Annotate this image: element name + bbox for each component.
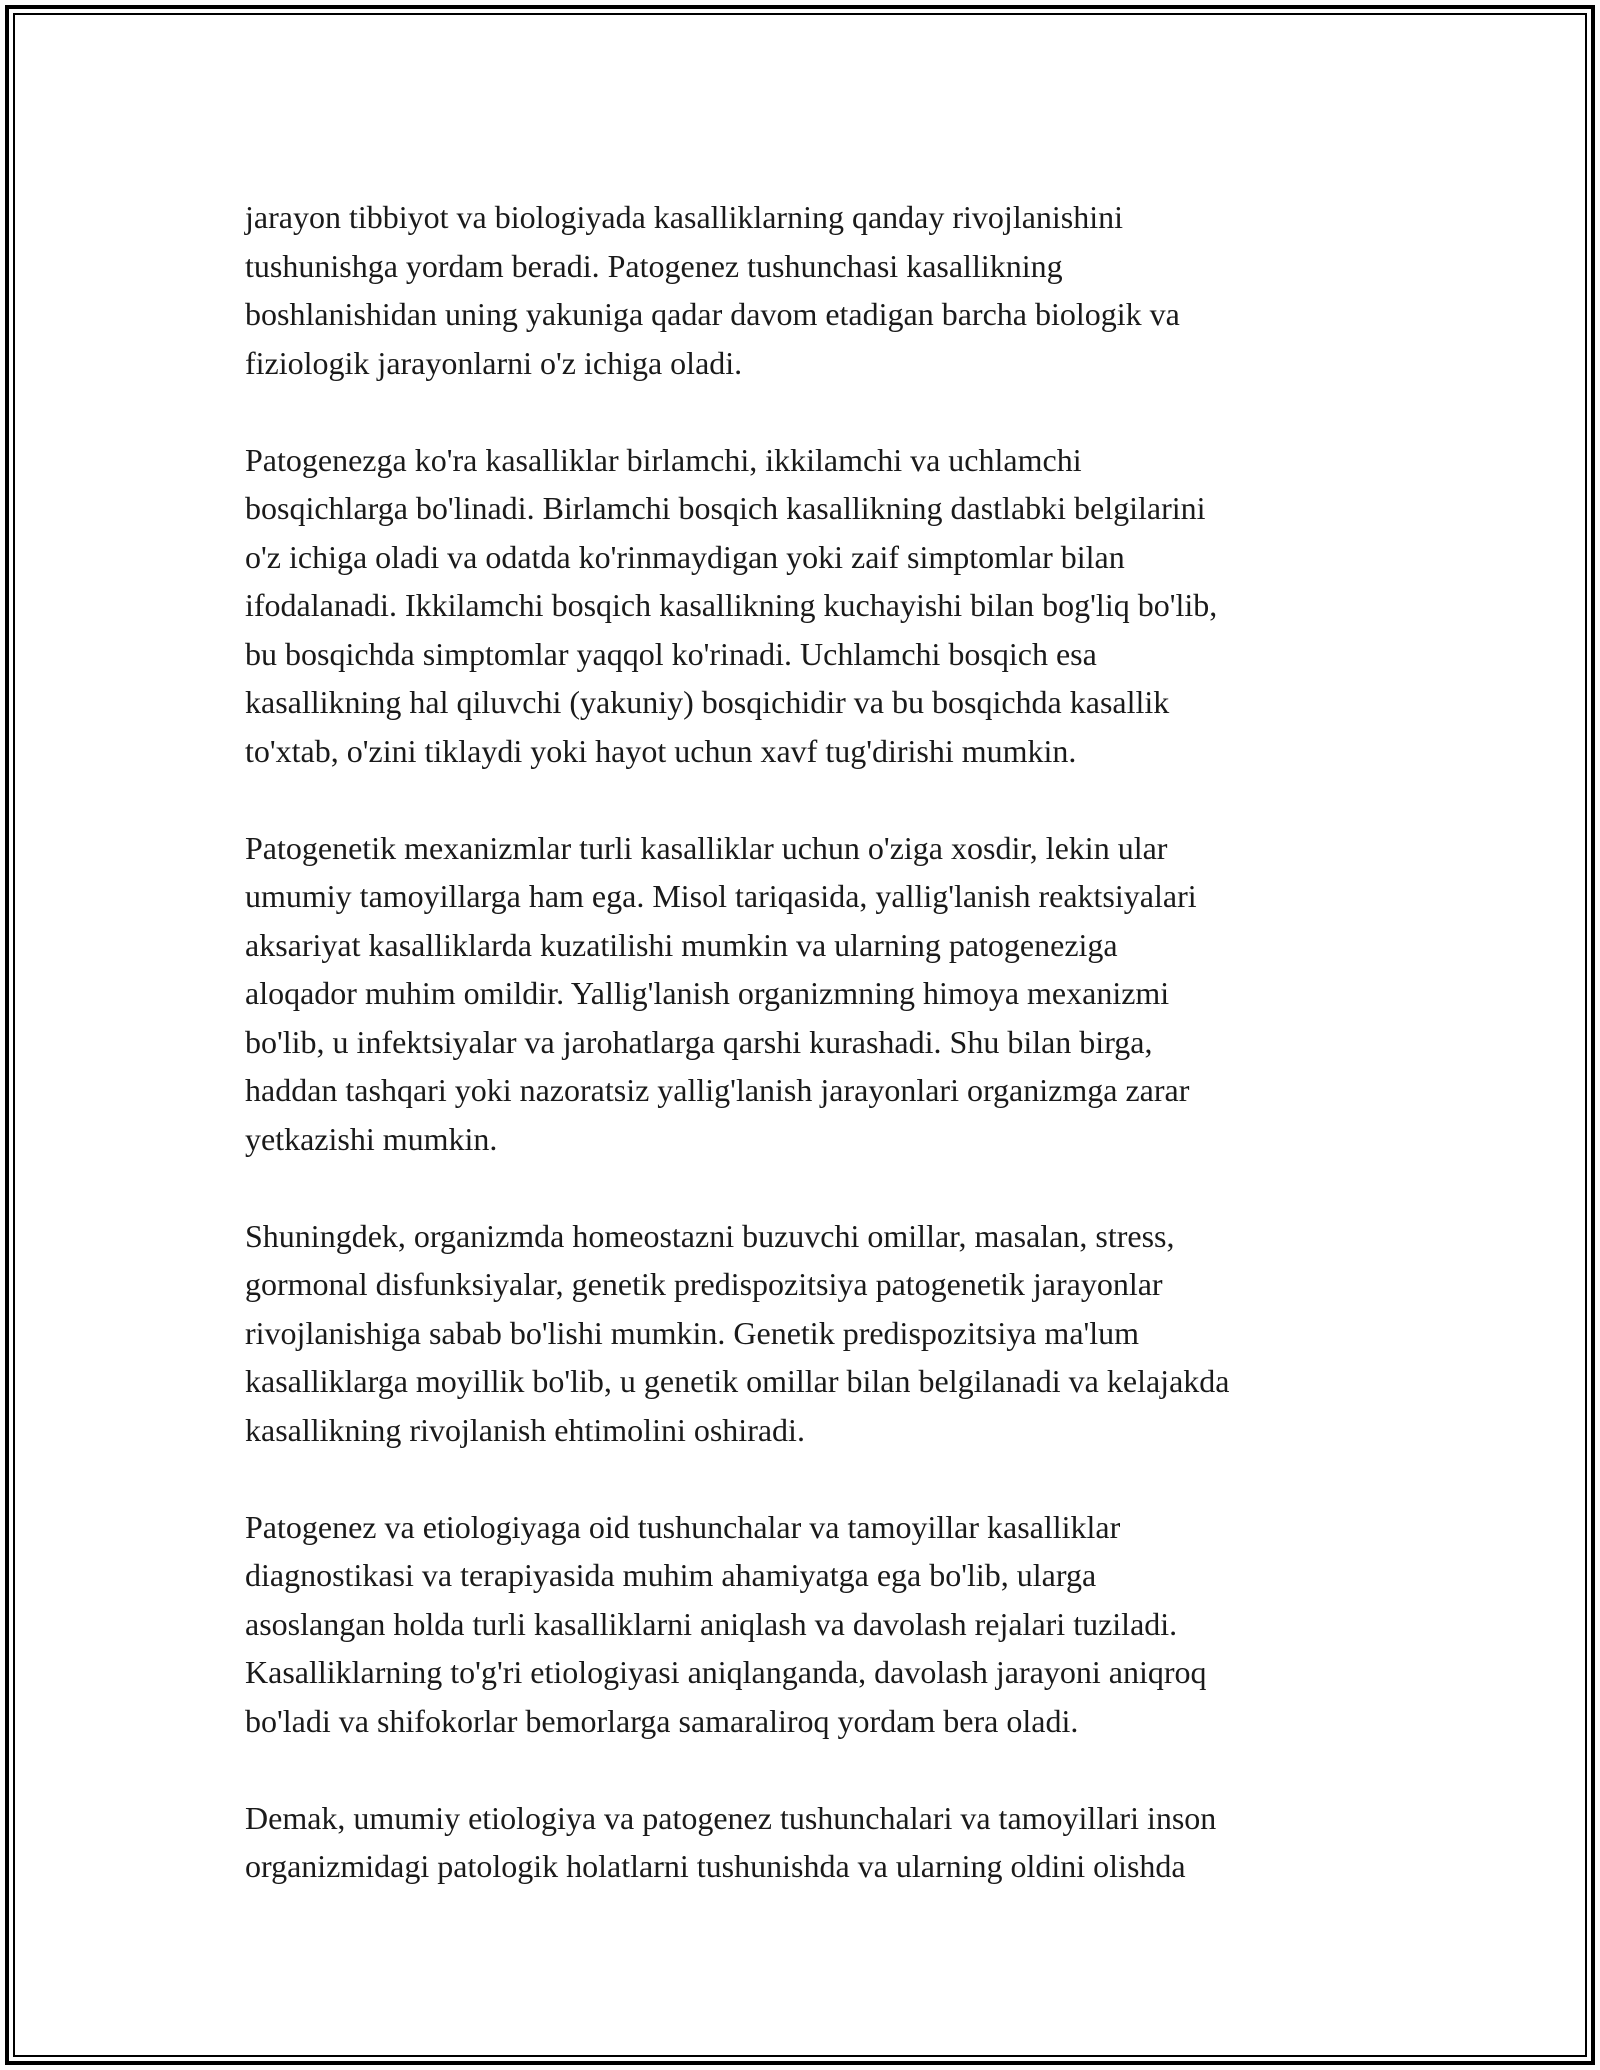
- text-line: kasallikning rivojlanish ehtimolini oshiradi.: [245, 1411, 805, 1448]
- text-line: fiziologik jarayonlarni o'z ichiga oladi.: [245, 344, 743, 381]
- text-line: Patogenezga ko'ra kasalliklar birlamchi, ikkilamchi va uchlamchi: [245, 441, 1082, 478]
- text-line: o'z ichiga oladi va odatda ko'rinmaydigan yoki zaif simptomlar bilan: [245, 538, 1125, 575]
- text-line: haddan tashqari yoki nazoratsiz yallig'lanish jarayonlari organizmga zarar: [245, 1072, 1190, 1108]
- text-line: Kasalliklarning to'g'ri etiologiyasi aniqlanganda, davolash jarayoni aniqroq: [245, 1654, 1207, 1690]
- text-line: bo'lib, u infektsiyalar va jarohatlarga qarshi kurashadi. Shu bilan birga,: [245, 1023, 1153, 1060]
- paragraph-1: [245, 193, 1405, 387]
- text-line: Patogenez va etiologiyaga oid tushunchalar va tamoyillar kasalliklar: [245, 1508, 1121, 1545]
- text-line: to'xtab, o'zini tiklaydi yoki hayot uchun xavf tug'dirishi mumkin.: [245, 732, 1077, 769]
- paragraph-6: [245, 1794, 1405, 1891]
- text-line: gormonal disfunksiyalar, genetik predispozitsiya patogenetik jarayonlar: [245, 1266, 1163, 1302]
- text-line: Shuningdek, organizmda homeostazni buzuvchi omillar, masalan, stress,: [245, 1217, 1175, 1254]
- text-line: organizmidagi patologik holatlarni tushunishda va ularning oldini olishda: [245, 1848, 1186, 1884]
- text-line: bosqichlarga bo'linadi. Birlamchi bosqich kasallikning dastlabki belgilarini: [245, 490, 1206, 526]
- text-line: ifodalanadi. Ikkilamchi bosqich kasallikning kuchayishi bilan bog'liq bo'lib,: [245, 587, 1218, 623]
- text-line: Demak, umumiy etiologiya va patogenez tushunchalari va tamoyillari inson: [245, 1799, 1217, 1836]
- document-body: [245, 193, 1405, 1891]
- page-border: [5, 5, 1595, 2065]
- paragraph-3: [245, 824, 1405, 1164]
- text-line: tushunishga yordam beradi. Patogenez tushunchasi kasallikning: [245, 247, 1063, 284]
- text-line: kasallikning hal qiluvchi (yakuniy) bosqichidir va bu bosqichda kasallik: [245, 684, 1170, 720]
- text-line: umumiy tamoyillarga ham ega. Misol tariqasida, yallig'lanish reaktsiyalari: [245, 878, 1197, 914]
- paragraph-4: [245, 1212, 1405, 1455]
- text-line: boshlanishidan uning yakuniga qadar davom etadigan barcha biologik va: [245, 296, 1180, 332]
- text-line: rivojlanishiga sabab bo'lishi mumkin. Genetik predispozitsiya ma'lum: [245, 1314, 1140, 1351]
- text-line: asoslangan holda turli kasalliklarni aniqlash va davolash rejalari tuziladi.: [245, 1605, 1178, 1642]
- paragraph-5: [245, 1503, 1405, 1746]
- text-line: kasalliklarga moyillik bo'lib, u genetik omillar bilan belgilanadi va kelajakda: [245, 1363, 1230, 1399]
- text-line: bo'ladi va shifokorlar bemorlarga samaraliroq yordam bera oladi.: [245, 1702, 1079, 1739]
- text-line: jarayon tibbiyot va biologiyada kasalliklarning qanday rivojlanishini: [245, 199, 1124, 235]
- text-line: diagnostikasi va terapiyasida muhim ahamiyatga ega bo'lib, ularga: [245, 1557, 1097, 1593]
- paragraph-2: [245, 436, 1405, 776]
- text-line: aksariyat kasalliklarda kuzatilishi mumkin va ularning patogeneziga: [245, 926, 1118, 963]
- text-line: aloqador muhim omildir. Yallig'lanish organizmning himoya mexanizmi: [245, 975, 1170, 1011]
- text-line: bu bosqichda simptomlar yaqqol ko'rinadi. Uchlamchi bosqich esa: [245, 635, 1097, 672]
- text-line: Patogenetik mexanizmlar turli kasalliklar uchun o'ziga xosdir, lekin ular: [245, 829, 1168, 866]
- text-line: yetkazishi mumkin.: [245, 1120, 498, 1157]
